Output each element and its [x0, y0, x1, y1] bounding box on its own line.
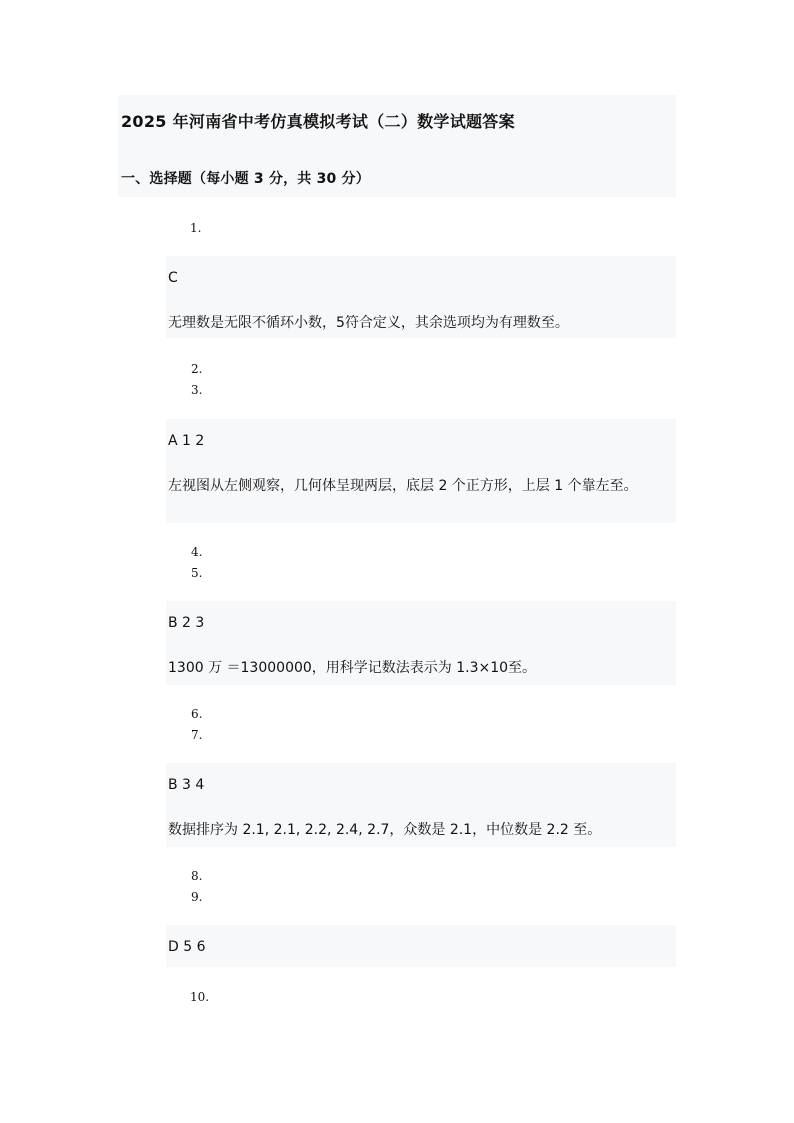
answer-letter: C	[168, 270, 178, 286]
answer-letter: A 1 2	[168, 433, 205, 449]
answer-explanation: 数据排序为 2.1, 2.1, 2.2, 2.4, 2.7，众数是 2.1，中位数是 2.2 至。	[168, 822, 602, 838]
answer-letter: B 2 3	[168, 615, 205, 631]
question-number: 6.	[191, 707, 203, 721]
answer-block	[166, 763, 676, 847]
question-number: 7.	[191, 728, 203, 742]
question-number: 9.	[191, 890, 203, 904]
answer-block	[166, 256, 676, 338]
answer-block	[166, 925, 676, 967]
question-number: 4.	[191, 545, 203, 559]
question-number: 10.	[190, 990, 210, 1004]
answer-explanation: 左视图从左侧观察，几何体呈现两层，底层 2 个正方形，上层 1 个靠左至。	[168, 478, 638, 494]
answer-letter: D 5 6	[168, 939, 206, 955]
question-number: 2.	[191, 362, 203, 376]
answer-block	[166, 419, 676, 523]
answer-explanation: 无理数是无限不循环小数，5符合定义，其余选项均为有理数至。	[168, 315, 569, 331]
page-title: 2025 年河南省中考仿真模拟考试（二）数学试题答案	[121, 112, 515, 131]
answer-block	[166, 601, 676, 685]
question-number: 5.	[191, 566, 203, 580]
question-number: 8.	[191, 869, 203, 883]
document-header	[118, 95, 676, 197]
question-number: 3.	[191, 383, 203, 397]
section-heading: 一、选择题（每小题 3 分，共 30 分）	[121, 171, 370, 187]
question-number: 1.	[190, 221, 202, 235]
answer-explanation: 1300 万 ＝13000000，用科学记数法表示为 1.3×10至。	[168, 660, 537, 676]
answer-letter: B 3 4	[168, 777, 205, 793]
